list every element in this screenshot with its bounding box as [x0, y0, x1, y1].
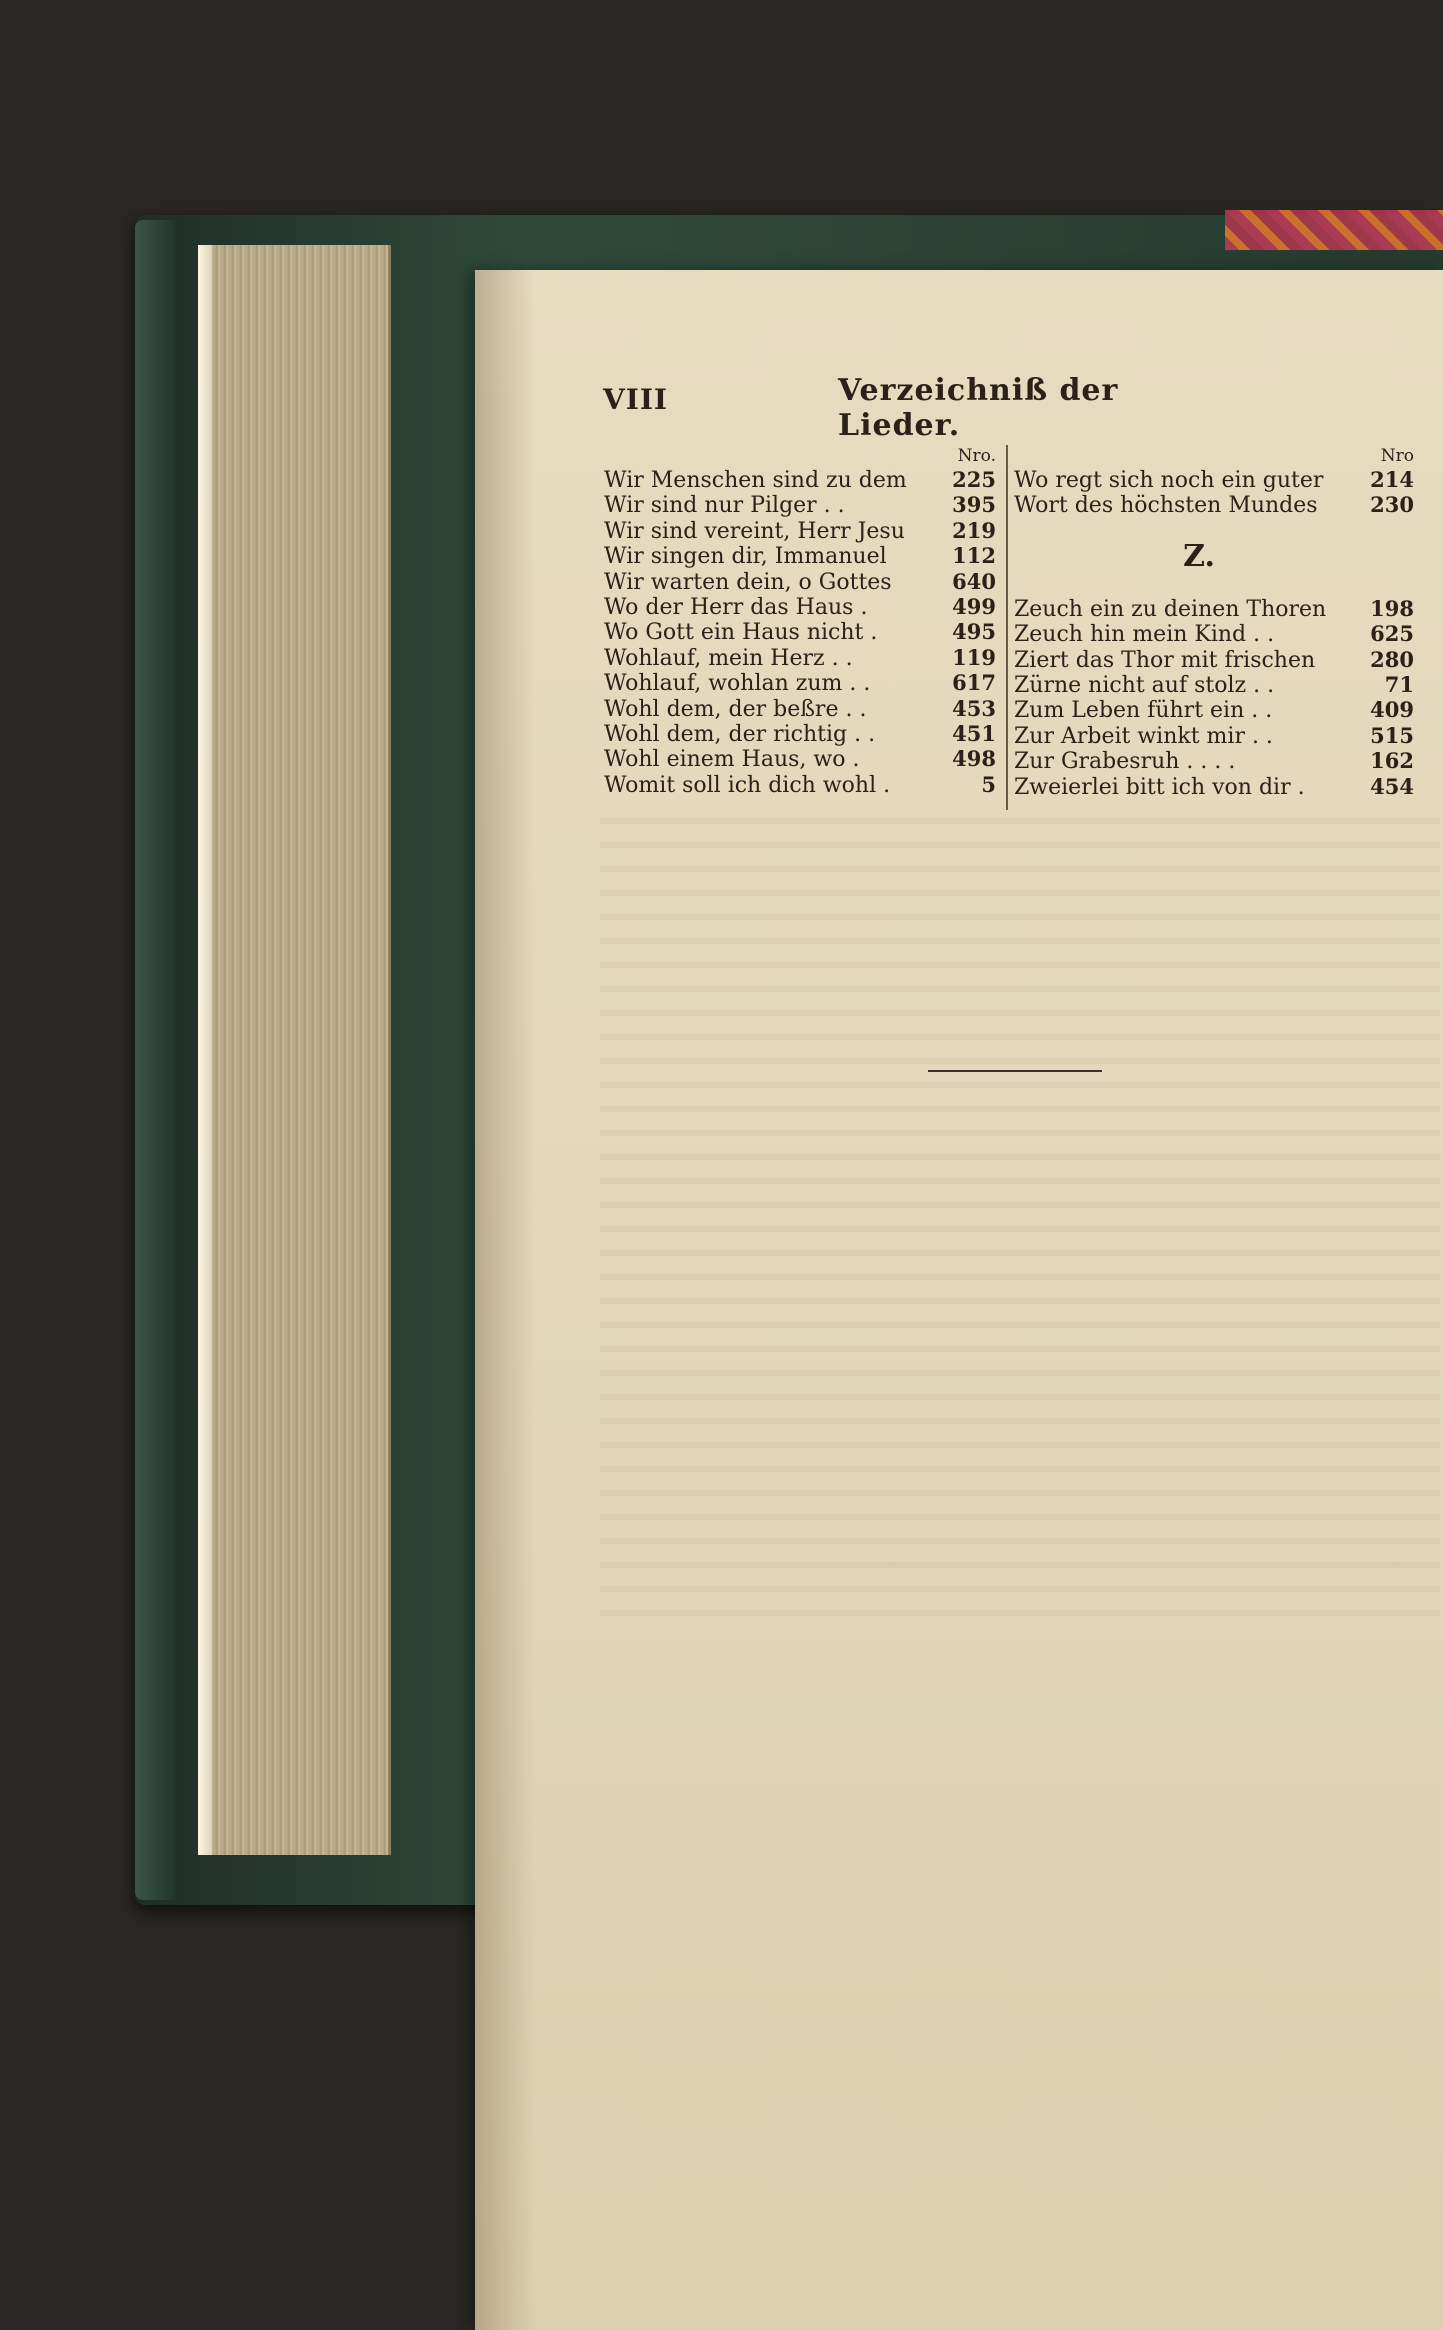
index-column-right [1014, 445, 1414, 799]
number-column-header: Nro [1380, 446, 1414, 466]
entry-number: 409 [1370, 697, 1414, 723]
index-entry [604, 645, 996, 670]
index-entry [1014, 647, 1414, 672]
index-entry [604, 569, 996, 594]
ribbon-bookmark [1225, 210, 1443, 250]
page-number: VIII [603, 383, 669, 416]
entry-number: 515 [1370, 722, 1414, 748]
entry-number: 214 [1370, 467, 1414, 492]
index-entry [604, 670, 996, 695]
entry-number: 162 [1370, 748, 1414, 774]
index-entry [604, 746, 996, 771]
entry-list-right-w [1014, 467, 1414, 518]
index-entry [604, 467, 996, 492]
entry-number: 395 [952, 492, 996, 518]
entry-number: 640 [952, 568, 996, 594]
page-title: Verzeichniß der Lieder. [838, 373, 1119, 443]
entry-number: 454 [1370, 773, 1414, 799]
index-column-left [604, 445, 996, 797]
index-entry [1014, 697, 1414, 722]
entry-title: Wir Menschen sind zu dem [604, 468, 907, 493]
entry-title: Wohl dem, der richtig . . [604, 721, 876, 747]
index-entry [1014, 492, 1414, 517]
entry-number: 453 [952, 695, 996, 721]
index-entry [604, 518, 996, 543]
entry-title: Zum Leben führt ein . . [1014, 698, 1273, 724]
gutter-shadow [475, 270, 535, 2330]
entry-number: 112 [952, 543, 996, 569]
gilt-edge [198, 245, 212, 1855]
entry-number: 617 [952, 670, 996, 696]
entry-title: Womit soll ich dich wohl . [604, 772, 891, 798]
index-entry [604, 619, 996, 644]
entry-number: 498 [952, 746, 996, 772]
entry-number: 495 [952, 619, 996, 645]
index-entry [1014, 621, 1414, 646]
show-through-texture [600, 800, 1440, 1620]
entry-number: 198 [1370, 595, 1414, 621]
entry-title: Zeuch ein zu deinen Thoren [1014, 596, 1327, 622]
entry-number: 451 [952, 720, 996, 746]
book-spine [135, 220, 175, 1900]
entry-title: Ziert das Thor mit frischen [1014, 647, 1316, 673]
entry-list-right-z [1014, 596, 1414, 799]
entry-title: Wo Gott ein Haus nicht . [604, 620, 878, 646]
index-entry [604, 772, 996, 797]
entry-number: 225 [952, 467, 996, 492]
entry-number: 280 [1370, 646, 1414, 672]
entry-title: Zur Arbeit winkt mir . . [1014, 723, 1273, 749]
entry-title: Wohlauf, wohlan zum . . [604, 671, 871, 697]
index-entry [1014, 774, 1414, 799]
entry-number: 219 [952, 517, 996, 543]
column-divider [1006, 445, 1008, 810]
entry-number: 71 [1384, 671, 1414, 697]
index-entry [604, 696, 996, 721]
entry-title: Wir sind vereint, Herr Jesu [604, 518, 905, 544]
entry-title: Wo regt sich noch ein guter [1014, 468, 1324, 493]
entry-title: Zeuch hin mein Kind . . [1014, 622, 1275, 648]
entry-title: Wohl einem Haus, wo . [604, 747, 860, 773]
index-entry [1014, 596, 1414, 621]
index-entry [1014, 672, 1414, 697]
end-rule [928, 1070, 1102, 1072]
entry-list-left [604, 467, 996, 797]
entry-title: Zur Grabesruh . . . . [1014, 749, 1236, 775]
index-entry [604, 721, 996, 746]
index-entry [1014, 748, 1414, 773]
index-entry [604, 594, 996, 619]
section-letter: Z. [1183, 538, 1215, 574]
entry-number: 5 [981, 771, 996, 797]
entry-title: Wort des höchsten Mundes [1014, 493, 1318, 519]
index-entry [604, 543, 996, 568]
entry-number: 230 [1370, 492, 1414, 518]
entry-number: 119 [952, 644, 996, 670]
entry-title: Zweierlei bitt ich von dir . [1014, 774, 1305, 800]
entry-number: 625 [1370, 621, 1414, 647]
index-entry [1014, 723, 1414, 748]
entry-title: Wo der Herr das Haus . [604, 594, 868, 620]
entry-title: Wohl dem, der beßre . . [604, 696, 867, 722]
entry-title: Wir singen dir, Immanuel [604, 544, 887, 570]
index-entry [1014, 467, 1414, 492]
entry-title: Zürne nicht auf stolz . . [1014, 672, 1275, 698]
entry-title: Wohlauf, mein Herz . . [604, 645, 853, 671]
entry-title: Wir warten dein, o Gottes [604, 569, 892, 595]
index-entry [604, 492, 996, 517]
entry-title: Wir sind nur Pilger . . [604, 493, 845, 519]
page-edges [198, 245, 391, 1855]
entry-number: 499 [952, 593, 996, 619]
number-column-header: Nro. [957, 446, 996, 466]
